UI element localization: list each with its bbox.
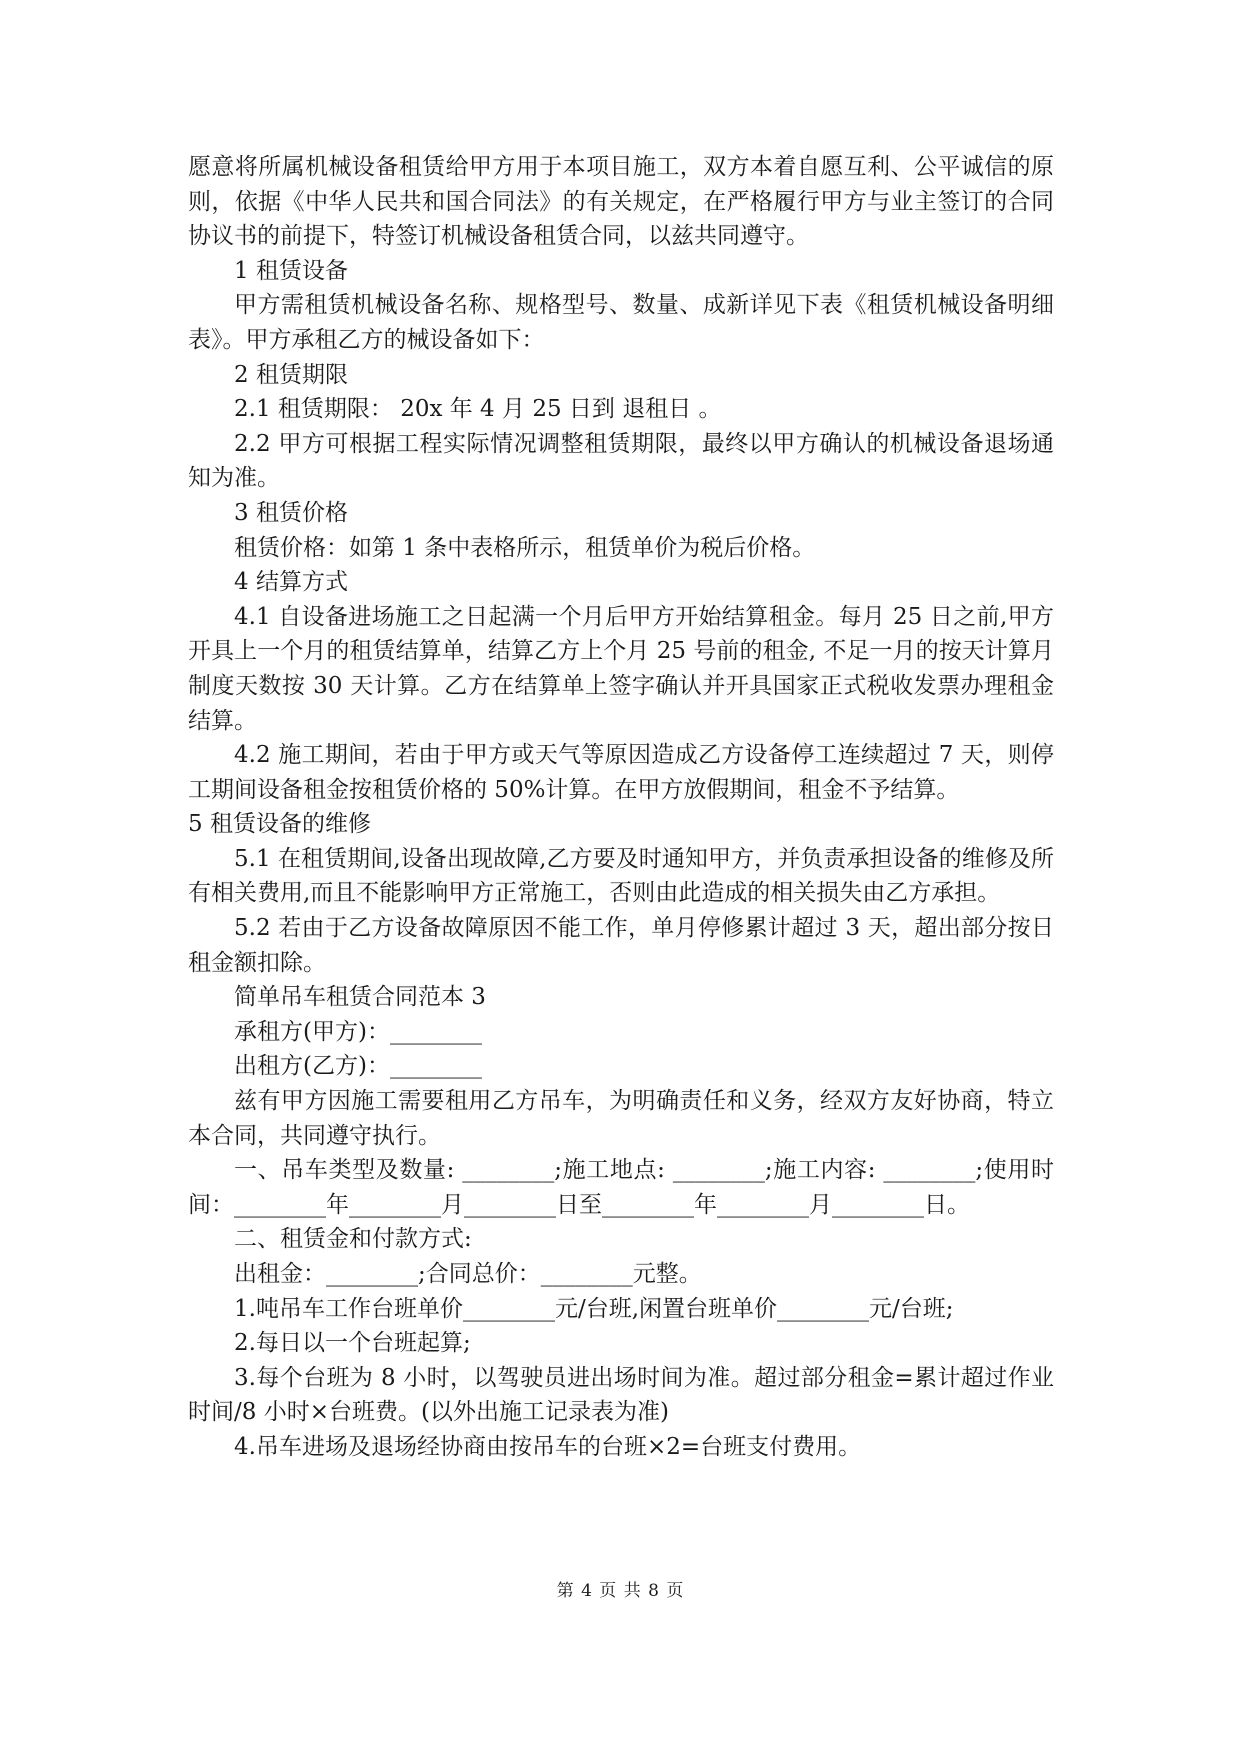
document-body bbox=[188, 150, 1054, 1465]
paragraph: 1 租赁设备 bbox=[234, 257, 348, 284]
paragraph: 一、吊车类型及数量: ________;施工地点: ________;施工内容: ________;使用时间：________年________月________日至________年________月________日。 bbox=[188, 1157, 1054, 1218]
paragraph: 甲方需租赁机械设备名称、规格型号、数量、成新详见下表《租赁机械设备明细表》。甲方承租乙方的械设备如下： bbox=[188, 292, 1054, 353]
paragraph: 3.每个台班为 8 小时，以驾驶员进出场时间为准。超过部分租金=累计超过作业时间/8 小时×台班费。(以外出施工记录表为准) bbox=[188, 1364, 1054, 1426]
paragraph: 3 租赁价格 bbox=[234, 499, 348, 526]
paragraph: 4 结算方式 bbox=[234, 569, 348, 596]
paragraph: 4.2 施工期间，若由于甲方或天气等原因造成乙方设备停工连续超过 7 天，则停工期间设备租金按租赁价格的 50%计算。在甲方放假期间，租金不予结算。 bbox=[188, 742, 1054, 803]
paragraph: 租赁价格：如第 1 条中表格所示，租赁单价为税后价格。 bbox=[234, 534, 816, 561]
paragraph: 2.2 甲方可根据工程实际情况调整租赁期限，最终以甲方确认的机械设备退场通知为准。 bbox=[188, 430, 1054, 492]
paragraph: 出租金：________;合同总价：________元整。 bbox=[234, 1261, 702, 1287]
paragraph: 二、租赁金和付款方式: bbox=[234, 1226, 472, 1253]
paragraph: 出租方(乙方)：________ bbox=[234, 1053, 482, 1080]
paragraph: 兹有甲方因施工需要租用乙方吊车，为明确责任和义务，经双方友好协商，特立本合同，共同遵守执行。 bbox=[188, 1088, 1054, 1149]
paragraph: 愿意将所属机械设备租赁给甲方用于本项目施工，双方本着自愿互利、公平诚信的原则，依据《中华人民共和国合同法》的有关规定，在严格履行甲方与业主签订的合同协议书的前提下，特签订机械设备租赁合同，以兹共同遵守。 bbox=[188, 154, 1054, 250]
paragraph: 2 租赁期限 bbox=[234, 361, 348, 388]
paragraph: 5.2 若由于乙方设备故障原因不能工作，单月停修累计超过 3 天，超出部分按日租金额扣除。 bbox=[188, 915, 1054, 976]
paragraph: 5.1 在租赁期间,设备出现故障,乙方要及时通知甲方，并负责承担设备的维修及所有相关费用,而且不能影响甲方正常施工，否则由此造成的相关损失由乙方承担。 bbox=[188, 845, 1054, 907]
page-footer: 第 4 页 共 8 页 bbox=[556, 1581, 685, 1601]
paragraph: 1.吨吊车工作台班单价________元/台班,闲置台班单价________元/台班; bbox=[234, 1295, 954, 1322]
paragraph: 4.1 自设备进场施工之日起满一个月后甲方开始结算租金。每月 25 日之前,甲方开具上一个月的租赁结算单，结算乙方上个月 25 号前的租金, 不足一月的按天计算月制度天数按 30 天计算。乙方在结算单上签字确认并开具国家正式税收发票办理租金结算。 bbox=[188, 603, 1054, 734]
paragraph: 2.1 租赁期限： 20x 年 4 月 25 日到 退租日 。 bbox=[234, 396, 722, 423]
paragraph: 承租方(甲方)：________ bbox=[234, 1018, 482, 1045]
paragraph: 2.每日以一个台班起算; bbox=[234, 1330, 471, 1357]
paragraph: 简单吊车租赁合同范本 3 bbox=[234, 984, 486, 1011]
paragraph: 4.吊车进场及退场经协商由按吊车的台班×2=台班支付费用。 bbox=[234, 1433, 862, 1460]
paragraph: 5 租赁设备的维修 bbox=[188, 811, 371, 838]
